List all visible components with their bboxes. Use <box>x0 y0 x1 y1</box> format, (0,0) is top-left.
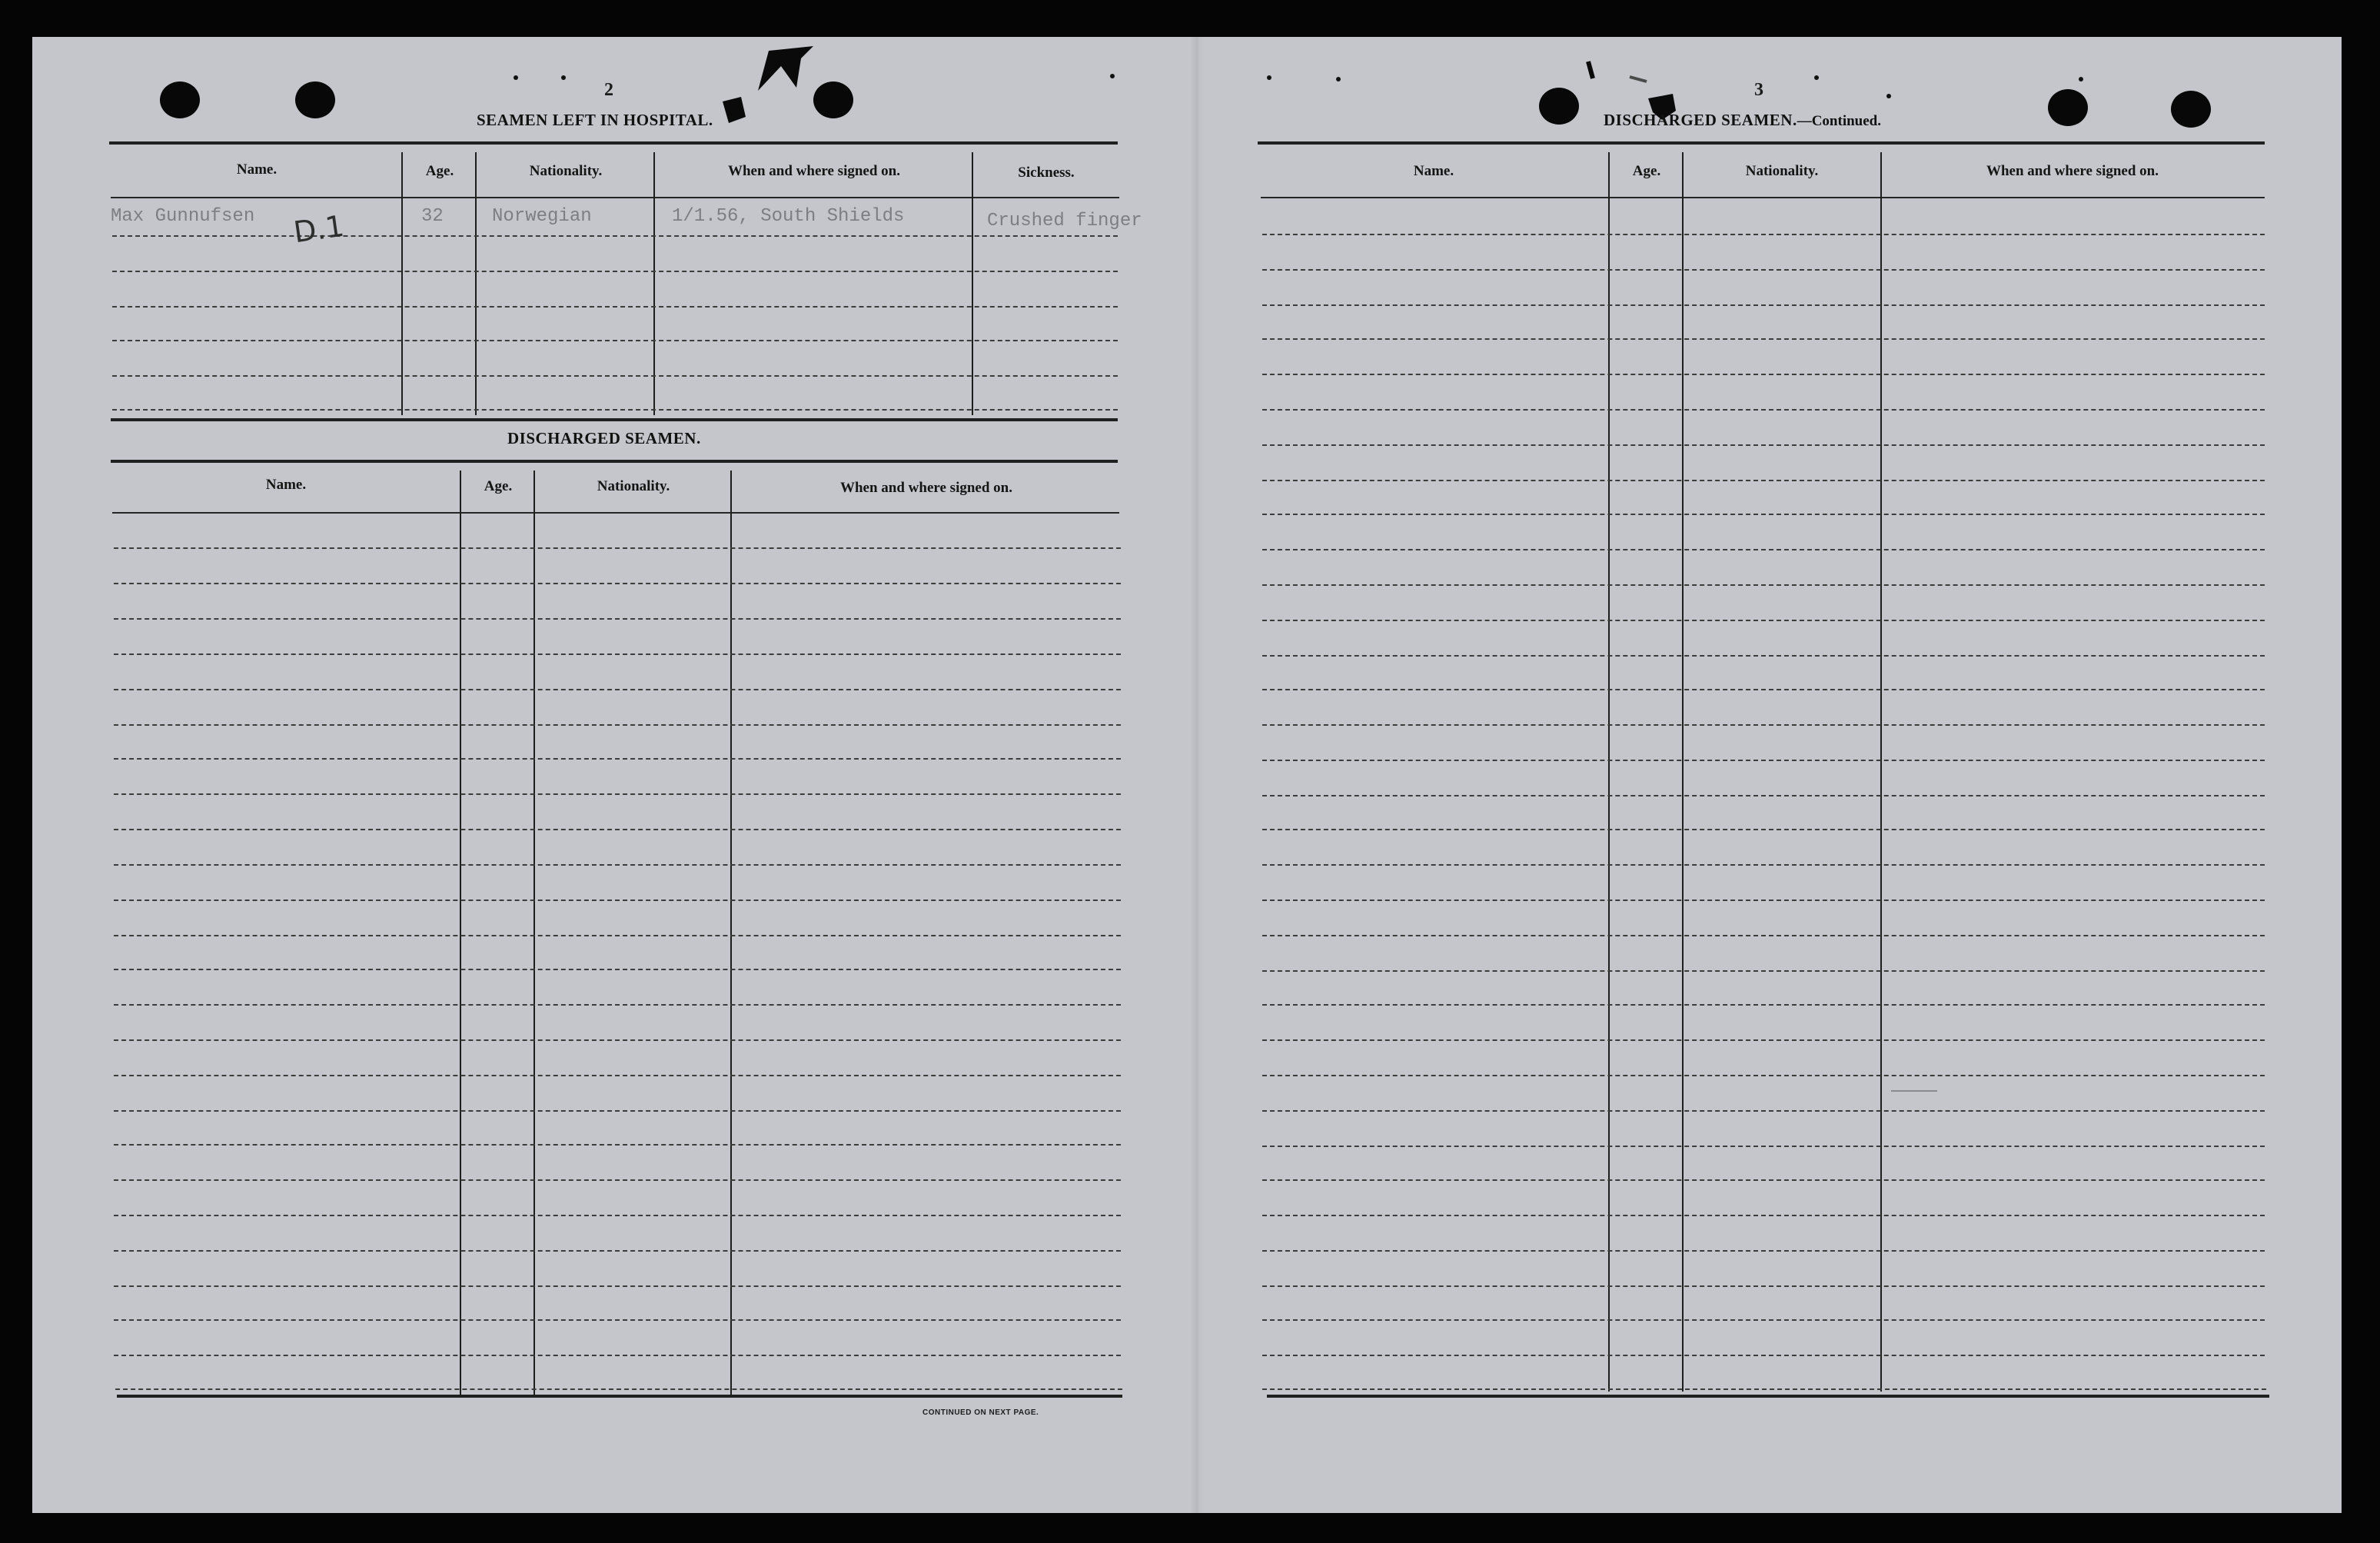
torn-paper-mark <box>723 43 823 135</box>
entry-line <box>1262 269 2265 271</box>
entry-line <box>114 758 1121 760</box>
entry-line <box>114 583 1121 584</box>
entry-line <box>1262 480 2265 481</box>
entry-line <box>1262 689 2265 690</box>
entry-line <box>1262 1004 2265 1006</box>
speck <box>1267 75 1271 80</box>
entry-line <box>1262 1319 2265 1321</box>
faint-pencil-mark <box>1891 1090 1937 1092</box>
col-header-signed-on: When and where signed on. <box>839 480 1012 496</box>
entry-line <box>114 1144 1121 1146</box>
entry-line <box>114 1319 1121 1321</box>
right-bottom-rule <box>1267 1395 2269 1398</box>
entry-line <box>114 689 1121 690</box>
speck <box>1336 77 1341 81</box>
entry-line <box>1262 444 2265 446</box>
col-header-name: Name. <box>265 477 307 493</box>
entry-line <box>1262 1146 2265 1147</box>
entry-line <box>112 235 1118 237</box>
entry-line <box>114 793 1121 795</box>
punch-hole <box>1539 88 1579 125</box>
entry-line <box>114 1285 1121 1287</box>
entry-line <box>1262 864 2265 866</box>
document-sheet <box>32 37 2342 1513</box>
entry-line <box>1262 620 2265 621</box>
section-title-suffix: —Continued. <box>1797 113 1881 129</box>
col-header-nationality: Nationality. <box>529 163 603 179</box>
entry-line <box>114 547 1121 549</box>
section-title-discharged: DISCHARGED SEAMEN. <box>507 429 701 447</box>
discharged-header-rule <box>112 512 1119 514</box>
entry-line <box>114 1004 1121 1006</box>
entry-line <box>1262 1285 2265 1287</box>
entry-line <box>114 1355 1121 1356</box>
page-fold <box>1190 37 1205 1513</box>
page-number-right: 3 <box>1754 80 1763 100</box>
entry-line <box>1262 724 2265 726</box>
hospital-entry-age: 32 <box>421 206 444 227</box>
entry-line <box>1262 900 2265 901</box>
entry-line <box>114 1215 1121 1216</box>
col-header-age: Age. <box>484 478 513 494</box>
entry-line <box>115 1388 1122 1390</box>
entry-line <box>1262 760 2265 761</box>
section-title-hospital: SEAMEN LEFT IN HOSPITAL. <box>477 111 713 129</box>
continued-note: CONTINUED ON NEXT PAGE. <box>922 1408 1039 1417</box>
col-header-sickness: Sickness. <box>1018 165 1075 181</box>
col-header-age: Age. <box>1632 163 1661 179</box>
col-header-name: Name. <box>236 161 278 178</box>
hospital-entry-name: Max Gunnufsen <box>111 206 255 227</box>
col-header-name: Name. <box>1413 163 1454 179</box>
entry-line <box>114 900 1121 901</box>
entry-line <box>114 864 1121 866</box>
entry-line <box>1262 584 2265 586</box>
entry-line <box>112 340 1118 341</box>
speck <box>1814 75 1819 80</box>
hospital-entry-nationality: Norwegian <box>492 206 592 227</box>
col-header-age: Age. <box>425 163 454 179</box>
right-header-rule <box>1261 197 2265 198</box>
speck <box>561 75 566 80</box>
entry-line <box>114 724 1121 726</box>
col-header-signed-on: When and where signed on. <box>1986 163 2159 179</box>
entry-line <box>1262 1215 2265 1216</box>
punch-hole <box>160 81 200 118</box>
entry-line <box>1262 409 2265 411</box>
entry-line <box>114 1039 1121 1041</box>
section-title-text: DISCHARGED SEAMEN. <box>1604 111 1797 129</box>
right-top-rule <box>1258 141 2265 145</box>
entry-line <box>114 653 1121 655</box>
entry-line <box>1262 1388 2266 1390</box>
entry-line <box>1262 970 2265 972</box>
hospital-top-rule <box>109 141 1118 145</box>
speck <box>514 75 518 80</box>
col-divider <box>730 471 732 1396</box>
entry-line <box>1262 1075 2265 1076</box>
hospital-entry-sickness: Crushed finger <box>987 211 1142 231</box>
section-title-discharged-continued <box>1604 111 1881 130</box>
col-header-nationality: Nationality. <box>597 478 670 494</box>
entry-line <box>1262 1250 2265 1252</box>
hospital-entry-signed-on: 1/1.56, South Shields <box>672 206 905 227</box>
hospital-bottom-rule <box>111 418 1118 421</box>
entry-line <box>1262 655 2265 657</box>
col-divider <box>534 471 535 1396</box>
entry-line <box>112 271 1118 272</box>
entry-line <box>1262 935 2265 936</box>
col-header-signed-on: When and where signed on. <box>727 163 900 179</box>
punch-hole <box>2048 89 2088 126</box>
entry-line <box>114 618 1121 620</box>
hospital-header-rule <box>111 197 1119 198</box>
entry-line <box>112 375 1118 377</box>
entry-line <box>1262 234 2265 235</box>
entry-line <box>114 969 1121 970</box>
col-divider <box>460 471 461 1396</box>
entry-line <box>1262 795 2265 796</box>
entry-line <box>1262 829 2265 830</box>
entry-line <box>1262 304 2265 306</box>
entry-line <box>114 829 1121 830</box>
col-header-nationality: Nationality. <box>1745 163 1819 179</box>
speck <box>1110 74 1115 78</box>
entry-line <box>1262 374 2265 375</box>
entry-line <box>112 409 1118 411</box>
discharged-bottom-rule <box>117 1395 1122 1398</box>
entry-line <box>114 935 1121 936</box>
page-number-left: 2 <box>604 80 613 100</box>
speck <box>2079 77 2083 81</box>
entry-line <box>1262 1039 2265 1041</box>
entry-line <box>114 1250 1121 1252</box>
entry-line <box>114 1110 1121 1112</box>
discharged-top-rule <box>111 460 1118 463</box>
hospital-entry-annotation: D.1 <box>291 208 347 250</box>
entry-line <box>1262 1179 2265 1181</box>
speck <box>1886 94 1891 98</box>
entry-line <box>1262 514 2265 515</box>
punch-hole <box>295 81 335 118</box>
entry-line <box>1262 1355 2265 1356</box>
entry-line <box>1262 1110 2265 1112</box>
entry-line <box>1262 549 2265 550</box>
entry-line <box>1262 338 2265 340</box>
entry-line <box>112 306 1118 308</box>
punch-hole <box>2171 91 2211 128</box>
entry-line <box>114 1179 1121 1181</box>
entry-line <box>114 1075 1121 1076</box>
